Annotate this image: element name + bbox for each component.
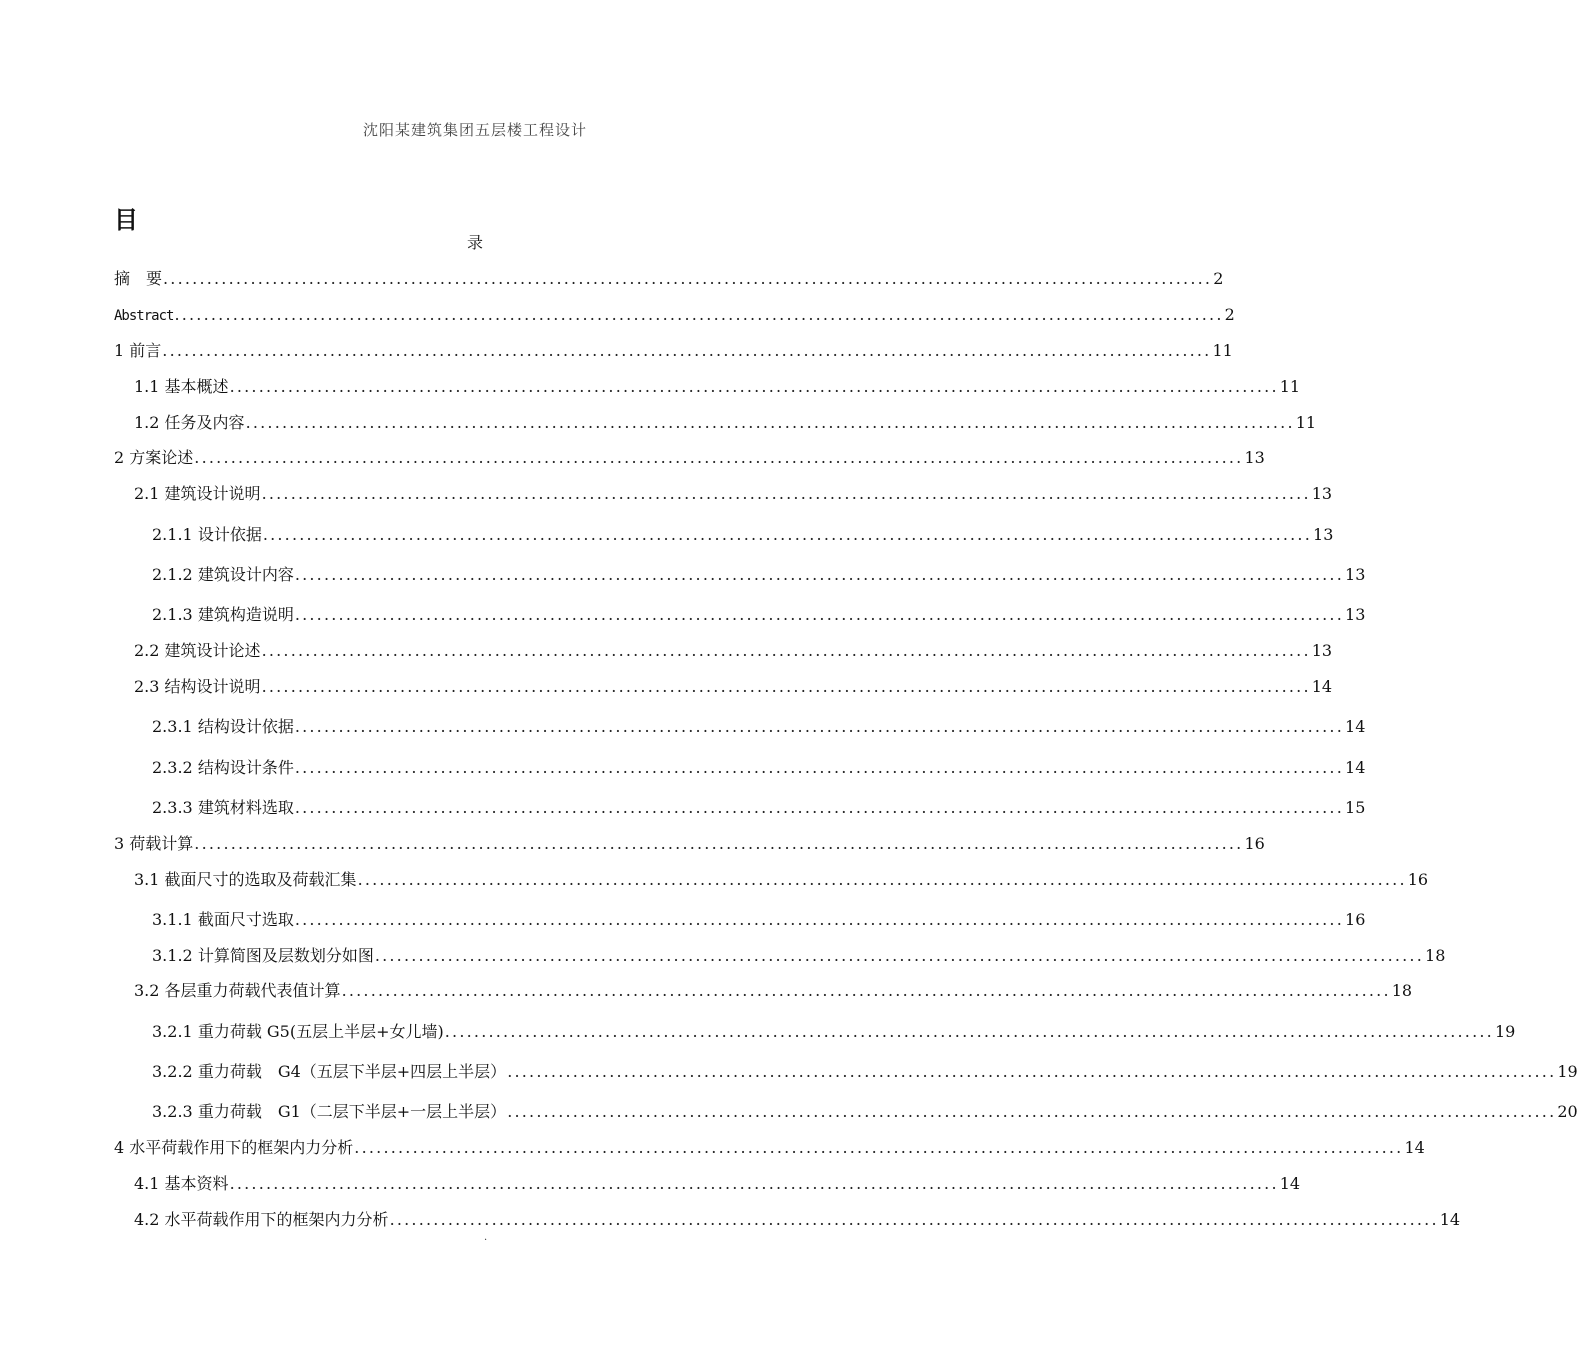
toc-entry[interactable] [114, 1138, 1425, 1158]
toc-entry-page: 14 [1345, 758, 1366, 777]
toc-entry-label: 建筑材料选取 [197, 798, 294, 817]
toc-entry[interactable] [152, 1102, 1578, 1122]
toc-entry-page: 13 [1313, 525, 1334, 544]
toc-entry-number: 4.1 [134, 1174, 160, 1193]
toc-leader-dots: ................................................................................................................................................ [294, 758, 1345, 777]
toc-entry-number: 1.2 [134, 413, 160, 432]
toc-entry-page: 18 [1391, 981, 1413, 1000]
toc-entry[interactable] [134, 870, 1429, 890]
toc-entry-page: 16 [1345, 910, 1366, 929]
toc-entry-label: 重力荷载 G4（五层下半层+四层上半层） [197, 1062, 507, 1081]
toc-leader-dots: ................................................................................................................................................ [194, 448, 1244, 467]
toc-leader-dots: ................................................................................................................................................ [374, 946, 1425, 965]
toc-entry[interactable] [114, 834, 1265, 854]
toc-entry-label: 基本资料 [164, 1174, 229, 1193]
toc-entry-page: 11 [1279, 377, 1301, 396]
toc-entry-number: 2.3.3 [152, 798, 193, 817]
toc-entry-page: 18 [1425, 946, 1446, 965]
toc-leader-dots: ................................................................................................................................................ [262, 525, 1313, 544]
toc-entry-page: 14 [1311, 677, 1333, 696]
toc-entry-number: 3.2.1 [152, 1022, 193, 1041]
toc-entry[interactable] [152, 565, 1366, 585]
toc-entry-label: 结构设计依据 [197, 717, 294, 736]
toc-entry-label: 截面尺寸选取 [197, 910, 294, 929]
toc-entry[interactable] [134, 484, 1333, 504]
toc-entry-label: 摘 要 [114, 269, 163, 288]
toc-entry-label: 前言 [129, 341, 162, 360]
toc-entry-label: 建筑构造说明 [197, 605, 294, 624]
toc-entry-label: 计算简图及层数划分如图 [197, 946, 374, 965]
toc-entry[interactable] [114, 448, 1265, 468]
toc-leader-dots: ................................................................................................................................................ [194, 834, 1244, 853]
toc-entry-page: 14 [1279, 1174, 1301, 1193]
toc-leader-dots: ................................................................................................................................................ [389, 1210, 1439, 1229]
toc-leader-dots: ................................................................................................................................................ [261, 677, 1311, 696]
toc-entry-label: 结构设计条件 [197, 758, 294, 777]
toc-leader-dots: ................................................................................................................................................ [294, 910, 1345, 929]
toc-entry-label: 荷载计算 [129, 834, 194, 853]
toc-entry-page: 13 [1345, 565, 1366, 584]
toc-entry-label: 结构设计说明 [164, 677, 261, 696]
toc-entry-label: 重力荷载 G5(五层上半层+女儿墙) [197, 1022, 444, 1041]
toc-entry[interactable] [152, 910, 1366, 930]
toc-entry-number: 2.1 [134, 484, 160, 503]
toc-entry[interactable] [152, 1062, 1578, 1082]
toc-leader-dots: ................................................................................................................................................ [354, 1138, 1404, 1157]
toc-entry[interactable] [134, 413, 1317, 433]
toc-entry-page: 16 [1407, 870, 1429, 889]
toc-leader-dots: ................................................................................................................................................ [162, 341, 1212, 360]
toc-entry-label: 建筑设计内容 [197, 565, 294, 584]
toc-entry-number: 2.1.1 [152, 525, 193, 544]
toc-entry-page: 20 [1557, 1102, 1578, 1121]
toc-entry-page: 13 [1345, 605, 1366, 624]
toc-leader-dots: ................................................................................................................................................ [507, 1102, 1557, 1121]
toc-entry-label: 各层重力荷载代表值计算 [164, 981, 341, 1000]
toc-entry-number: 2.2 [134, 641, 160, 660]
toc-title-part2: 录 [466, 233, 483, 252]
toc-entry-page: 11 [1212, 341, 1233, 360]
toc-leader-dots: ................................................................................................................................................ [294, 798, 1345, 817]
toc-entry-page: 14 [1345, 717, 1366, 736]
toc-entry[interactable] [152, 605, 1366, 625]
toc-entry-label: 方案论述 [129, 448, 194, 467]
toc-entry-page: 13 [1244, 448, 1265, 467]
toc-leader-dots: ................................................................................................................................................ [507, 1062, 1557, 1081]
toc-entry-label: 基本概述 [164, 377, 229, 396]
toc-entry-number: 2.1.2 [152, 565, 193, 584]
toc-entry-label: 建筑设计说明 [164, 484, 261, 503]
toc-entry-number: 1 [114, 341, 125, 360]
toc-entry-page: 14 [1439, 1210, 1461, 1229]
toc-leader-dots: ................................................................................................................................................ [245, 413, 1295, 432]
toc-leader-dots: ................................................................................................................................................ [294, 717, 1345, 736]
toc-entry-number: 3.2.2 [152, 1062, 193, 1081]
toc-entry-page: 13 [1311, 484, 1333, 503]
toc-entry[interactable] [152, 798, 1366, 818]
toc-entry[interactable] [134, 377, 1301, 397]
toc-entry[interactable] [152, 946, 1446, 966]
toc-entry[interactable] [152, 717, 1366, 737]
toc-entry-page: 19 [1557, 1062, 1578, 1081]
toc-entry-label: 水平荷载作用下的框架内力分析 [164, 1210, 389, 1229]
toc-entry-number: 3.2 [134, 981, 160, 1000]
toc-entry-number: 4.2 [134, 1210, 160, 1229]
toc-entry-label: Abstract [114, 308, 174, 324]
toc-entry[interactable] [134, 1174, 1301, 1194]
toc-entry-number: 1.1 [134, 377, 160, 396]
toc-entry-label: 水平荷载作用下的框架内力分析 [129, 1138, 354, 1157]
toc-entry-number: 2.3 [134, 677, 160, 696]
toc-leader-dots: ................................................................................................................................................ [357, 870, 1407, 889]
toc-entry[interactable] [152, 758, 1366, 778]
toc-entry-label: 设计依据 [197, 525, 262, 544]
toc-entry-page: 14 [1404, 1138, 1425, 1157]
toc-entry-number: 2.1.3 [152, 605, 193, 624]
toc-leader-dots: ................................................................................................................................................ [229, 377, 1279, 396]
toc-entry[interactable] [152, 525, 1334, 545]
toc-entry-number: 3.2.3 [152, 1102, 193, 1121]
toc-entry[interactable] [134, 677, 1333, 697]
toc-entry-number: 4 [114, 1138, 125, 1157]
toc-entry-page: 13 [1311, 641, 1333, 660]
toc-entry-number: 2.3.1 [152, 717, 193, 736]
toc-leader-dots: ................................................................................................................................................ [294, 605, 1345, 624]
toc-entry-page: 2 [1224, 305, 1235, 324]
toc-entry[interactable] [114, 341, 1233, 361]
toc-entry-label: 截面尺寸的选取及荷载汇集 [164, 870, 357, 889]
toc-entry-page: 2 [1213, 269, 1224, 288]
toc-entry-label: 重力荷载 G1（二层下半层+一层上半层） [197, 1102, 507, 1121]
toc-title-part1: 目 [114, 206, 138, 234]
toc-entry[interactable] [134, 641, 1333, 661]
toc-entry-number: 2.3.2 [152, 758, 193, 777]
toc-leader-dots: ................................................................................................................................................ [261, 641, 1311, 660]
toc-entry[interactable] [134, 1210, 1461, 1230]
toc-entry[interactable] [114, 305, 1235, 326]
toc-entry-number: 3.1 [134, 870, 160, 889]
footer-mark: . [484, 1232, 488, 1243]
toc-leader-dots: ................................................................................................................................................ [294, 565, 1345, 584]
toc-leader-dots: ................................................................................................................................................ [163, 269, 1213, 288]
toc-entry-label: 任务及内容 [164, 413, 245, 432]
toc-leader-dots: ................................................................................................................................................ [174, 305, 1224, 324]
toc-leader-dots: ................................................................................................................................................ [261, 484, 1311, 503]
toc-leader-dots: ................................................................................................................................................ [341, 981, 1391, 1000]
toc-entry-label: 建筑设计论述 [164, 641, 261, 660]
toc-entry-page: 11 [1295, 413, 1317, 432]
toc-entry[interactable] [114, 269, 1224, 289]
toc-entry-page: 15 [1345, 798, 1366, 817]
toc-entry-page: 16 [1244, 834, 1265, 853]
toc-entry-number: 2 [114, 448, 125, 467]
toc-entry-number: 3 [114, 834, 125, 853]
toc-entry-number: 3.1.2 [152, 946, 193, 965]
toc-entry-page: 19 [1494, 1022, 1516, 1041]
toc-entry[interactable] [152, 1022, 1516, 1042]
running-header-text: 沈阳某建筑集团五层楼工程设计 [362, 121, 587, 139]
toc-entry[interactable] [134, 981, 1413, 1001]
toc-leader-dots: ................................................................................................................................................ [229, 1174, 1279, 1193]
toc-entry-number: 3.1.1 [152, 910, 193, 929]
toc-leader-dots: ................................................................................................................................................ [444, 1022, 1494, 1041]
